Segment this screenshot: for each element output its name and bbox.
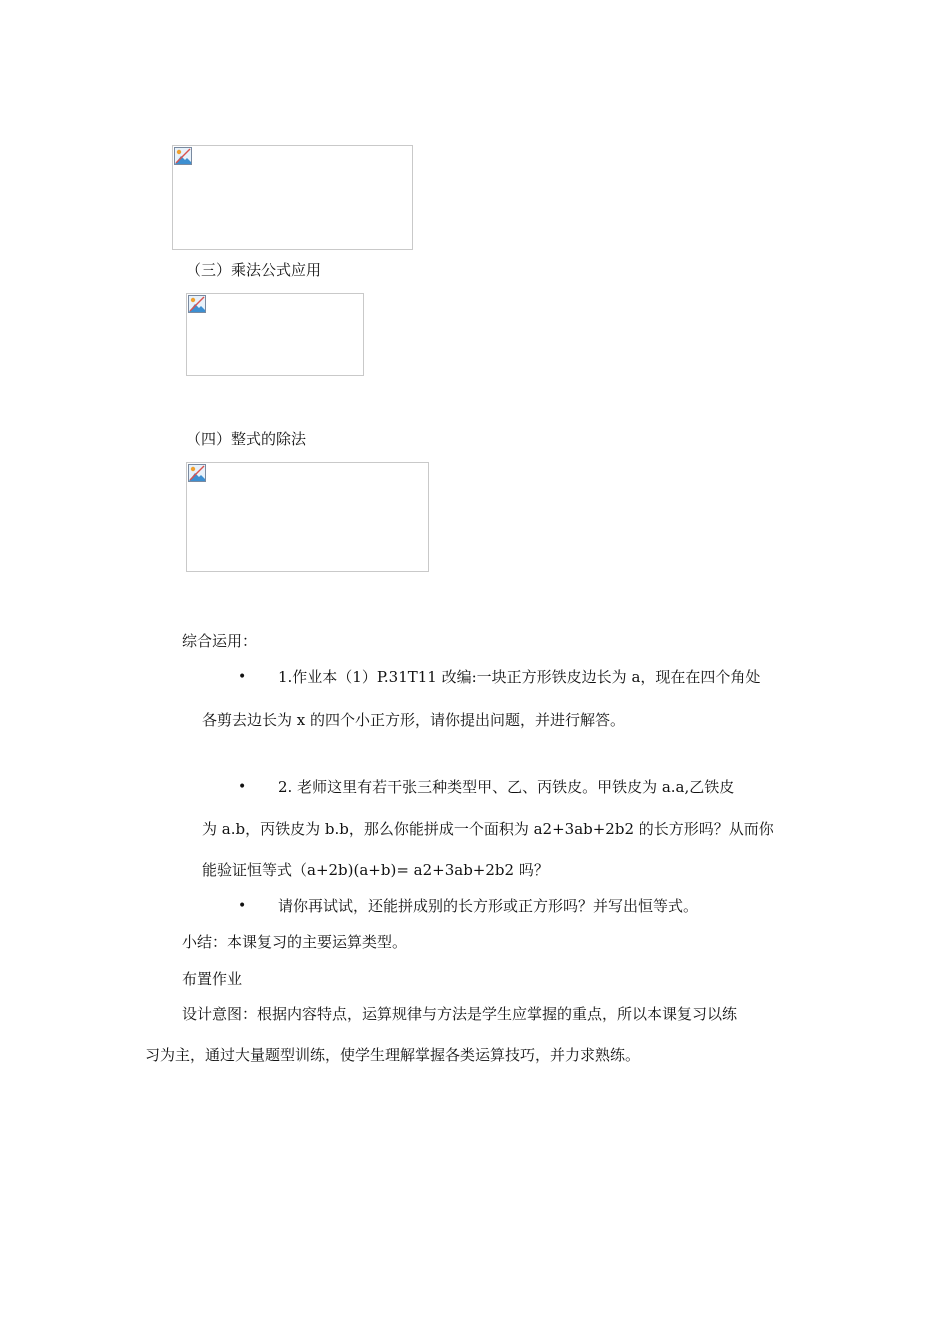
comprehensive-application-heading: 综合运用：	[182, 632, 258, 650]
bullet: •	[238, 898, 247, 914]
section-heading-multiplication-formula: （三）乘法公式应用	[186, 261, 322, 279]
item1-line2: 各剪去边长为 x 的四个小正方形，请你提出问题，并进行解答。	[202, 711, 625, 729]
broken-image-icon	[174, 147, 192, 165]
summary-text: 小结：本课复习的主要运算类型。	[182, 933, 408, 951]
design-intent-line2: 习为主，通过大量题型训练，使学生理解掌握各类运算技巧，并力求熟练。	[145, 1046, 641, 1064]
design-intent-line1: 设计意图：根据内容特点，运算规律与方法是学生应掌握的重点，所以本课复习以练	[182, 1005, 738, 1023]
item2-line1: 2. 老师这里有若干张三种类型甲、乙、丙铁皮。甲铁皮为 a.a,乙铁皮	[278, 778, 735, 796]
item2-line3: 能验证恒等式（a+2b)(a+b)= a2+3ab+2b2 吗？	[202, 861, 549, 879]
item2-line2: 为 a.b，丙铁皮为 b.b，那么你能拼成一个面积为 a2+3ab+2b2 的长方形吗？从而你	[202, 820, 774, 838]
image-placeholder	[186, 462, 429, 572]
homework-heading: 布置作业	[182, 970, 243, 988]
bullet: •	[238, 779, 247, 795]
item3-line1: 请你再试试，还能拼成别的长方形或正方形吗？并写出恒等式。	[278, 897, 699, 915]
image-placeholder	[186, 293, 364, 376]
section-heading-polynomial-division: （四）整式的除法	[186, 430, 307, 448]
broken-image-icon	[188, 295, 206, 313]
bullet: •	[238, 669, 247, 685]
image-placeholder	[172, 145, 413, 250]
broken-image-icon	[188, 464, 206, 482]
item1-line1: 1.作业本（1）P.31T11 改编:一块正方形铁皮边长为 a，现在在四个角处	[278, 668, 761, 686]
